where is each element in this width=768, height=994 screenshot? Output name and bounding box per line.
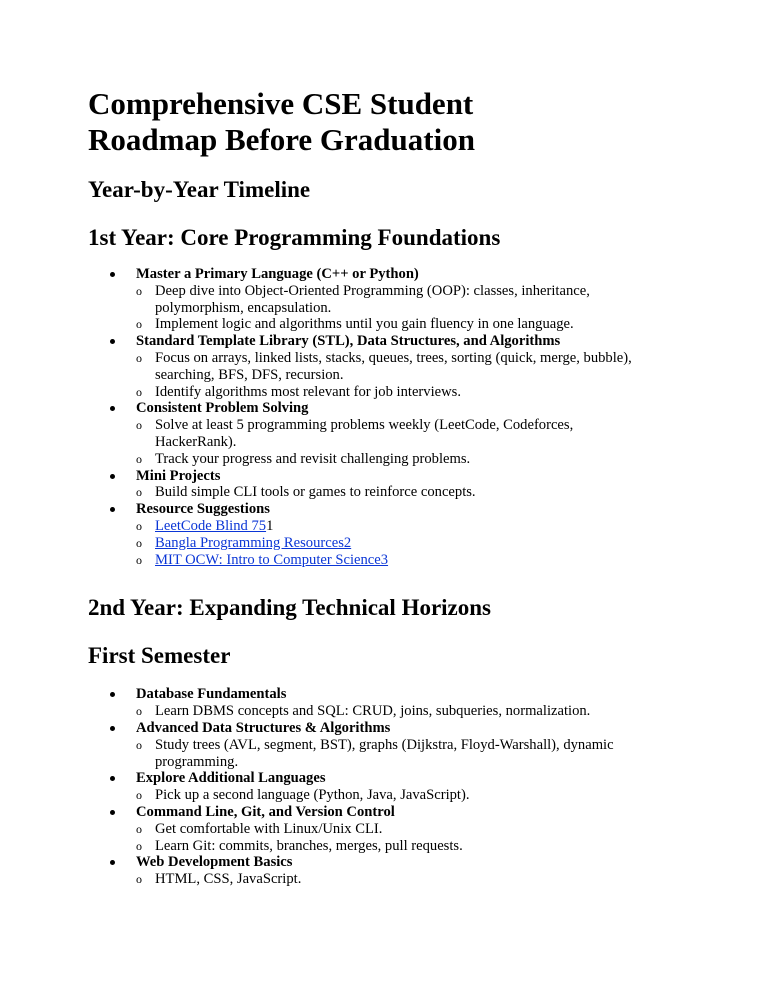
semester-heading: First Semester bbox=[88, 643, 231, 669]
sub-item: o Track your progress and revisit challenging problems. bbox=[136, 450, 471, 467]
sub-item: o Solve at least 5 programming problems weekly (LeetCode, Codeforces, HackerRank). bbox=[136, 417, 574, 450]
circle-bullet-icon: o bbox=[136, 552, 142, 567]
sub-item: o Get comfortable with Linux/Unix CLI. bbox=[136, 820, 383, 837]
disc-bullet-icon bbox=[110, 776, 115, 781]
list-item bbox=[88, 266, 728, 333]
circle-bullet-icon: o bbox=[136, 518, 142, 533]
year1-list bbox=[88, 266, 728, 568]
disc-bullet-icon bbox=[110, 726, 115, 731]
sub-item: o Build simple CLI tools or games to reinforce concepts. bbox=[136, 484, 476, 501]
disc-bullet-icon bbox=[110, 406, 115, 411]
year2-heading: 2nd Year: Expanding Technical Horizons bbox=[88, 595, 492, 621]
footnote-marker: 1 bbox=[266, 517, 274, 534]
sub-item: o Pick up a second language (Python, Java, JavaScript). bbox=[136, 787, 470, 804]
sub-item: o Focus on arrays, linked lists, stacks, queues, trees, sorting (quick, merge, bubble), searching, BFS, DFS, recursion. bbox=[136, 349, 632, 383]
item-title: Database Fundamentals bbox=[136, 686, 287, 703]
circle-bullet-icon: o bbox=[136, 384, 142, 399]
list-item bbox=[88, 770, 728, 804]
disc-bullet-icon bbox=[110, 272, 115, 277]
circle-bullet-icon: o bbox=[136, 704, 142, 719]
disc-bullet-icon bbox=[110, 860, 115, 865]
list-item bbox=[88, 854, 728, 888]
list-item bbox=[88, 468, 728, 502]
sub-item: o Implement logic and algorithms until you gain fluency in one language. bbox=[136, 316, 574, 333]
disc-bullet-icon bbox=[110, 507, 115, 512]
sub-item: o Identify algorithms most relevant for job interviews. bbox=[136, 383, 461, 400]
circle-bullet-icon: o bbox=[136, 737, 142, 752]
list-item bbox=[88, 501, 728, 568]
list-item bbox=[88, 804, 728, 854]
circle-bullet-icon: o bbox=[136, 485, 142, 500]
sub-item: o Study trees (AVL, segment, BST), graphs (Dijkstra, Floyd-Warshall), dynamic programming. bbox=[136, 736, 614, 770]
circle-bullet-icon: o bbox=[136, 317, 142, 332]
circle-bullet-icon: o bbox=[136, 283, 142, 298]
list-item bbox=[88, 333, 728, 400]
sub-item: o Deep dive into Object-Oriented Programming (OOP): classes, inheritance, polymorphism, encapsulation. bbox=[136, 282, 590, 316]
disc-bullet-icon bbox=[110, 474, 115, 479]
resource-item bbox=[136, 535, 728, 552]
circle-bullet-icon: o bbox=[136, 418, 142, 433]
circle-bullet-icon: o bbox=[136, 838, 142, 853]
list-item bbox=[88, 400, 728, 467]
item-title: Master a Primary Language (C++ or Python) bbox=[136, 266, 419, 282]
item-title: Resource Suggestions bbox=[136, 501, 270, 518]
list-item bbox=[88, 686, 728, 720]
item-title: Standard Template Library (STL), Data Structures, and Algorithms bbox=[136, 333, 561, 350]
item-title: Mini Projects bbox=[136, 467, 221, 484]
circle-bullet-icon: o bbox=[136, 350, 142, 365]
sub-item: o HTML, CSS, JavaScript. bbox=[136, 871, 302, 888]
circle-bullet-icon: o bbox=[136, 788, 142, 803]
sub-item: o Learn Git: commits, branches, merges, pull requests. bbox=[136, 837, 463, 854]
item-title: Web Development Basics bbox=[136, 854, 293, 871]
year1-heading: 1st Year: Core Programming Foundations bbox=[88, 225, 501, 250]
item-title: Command Line, Git, and Version Control bbox=[136, 803, 395, 820]
item-title: Explore Additional Languages bbox=[136, 770, 326, 787]
document-title: Comprehensive CSE Student Roadmap Before Graduation bbox=[88, 86, 475, 157]
item-title: Advanced Data Structures & Algorithms bbox=[136, 719, 391, 736]
circle-bullet-icon: o bbox=[136, 535, 142, 550]
sub-item: o Learn DBMS concepts and SQL: CRUD, joins, subqueries, normalization. bbox=[136, 703, 591, 720]
circle-bullet-icon: o bbox=[136, 451, 142, 466]
resource-item bbox=[136, 518, 728, 535]
timeline-heading: Year-by-Year Timeline bbox=[88, 177, 311, 202]
disc-bullet-icon bbox=[110, 692, 115, 697]
year2-list bbox=[88, 686, 728, 888]
item-title: Consistent Problem Solving bbox=[136, 400, 309, 417]
list-item bbox=[88, 720, 728, 770]
link-mit-ocw[interactable]: MIT OCW: Intro to Computer Science3 bbox=[155, 551, 389, 568]
resource-item bbox=[136, 552, 728, 569]
link-leetcode-blind-75[interactable]: LeetCode Blind 75 bbox=[155, 517, 267, 534]
circle-bullet-icon: o bbox=[136, 821, 142, 836]
disc-bullet-icon bbox=[110, 810, 115, 815]
circle-bullet-icon: o bbox=[136, 872, 142, 887]
disc-bullet-icon bbox=[110, 339, 115, 344]
link-bangla-programming[interactable]: Bangla Programming Resources2 bbox=[155, 534, 352, 551]
